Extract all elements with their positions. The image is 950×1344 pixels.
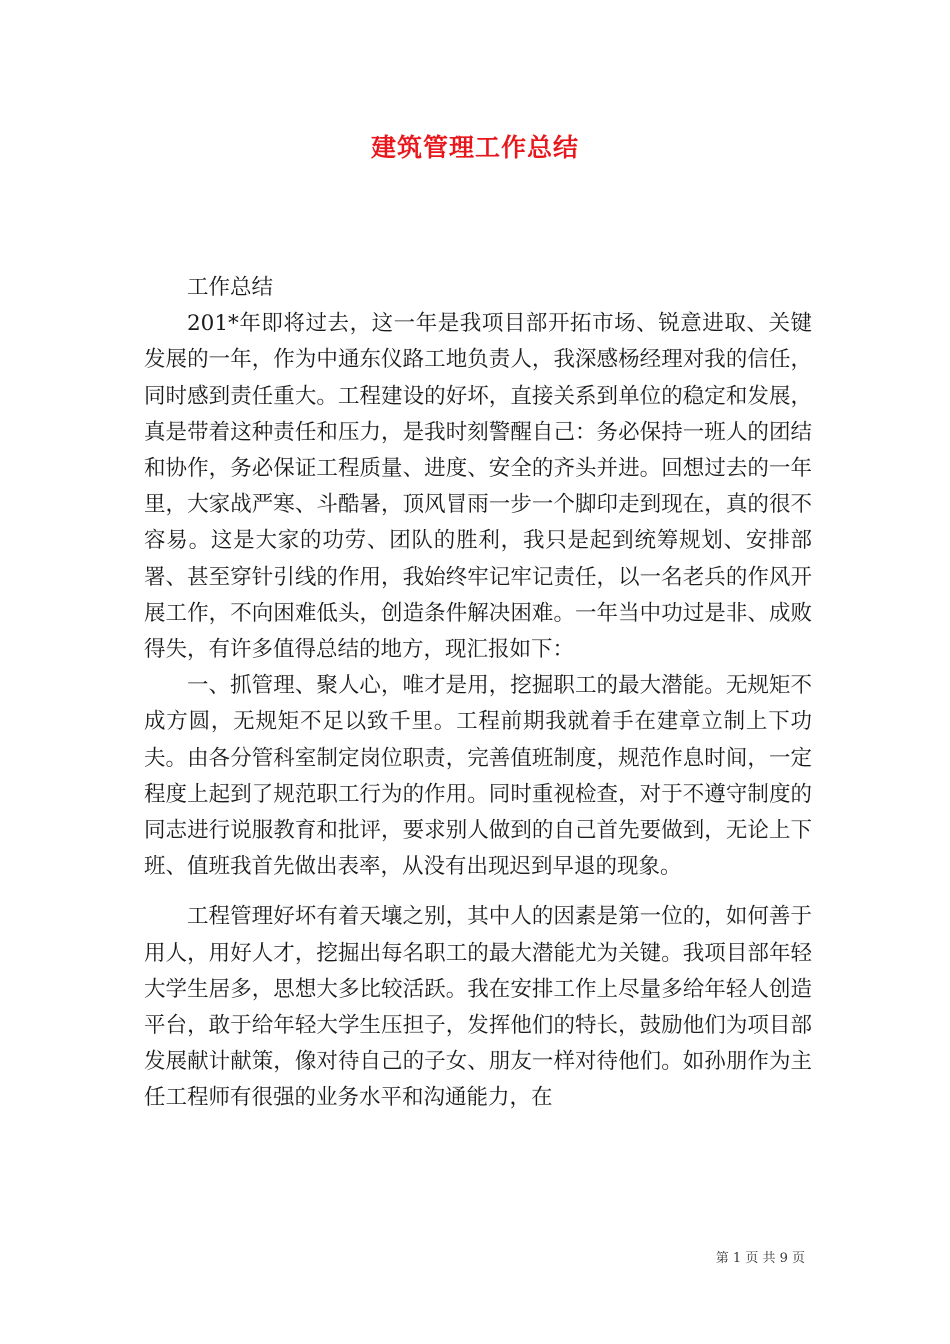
paragraph-intro: 201*年即将过去，这一年是我项目部开拓市场、锐意进取、关键发展的一年，作为中通东仪路工地负责人，我深感杨经理对我的信任，同时感到责任重大。工程建设的好坏，直接关系到单位的稳定和发展，真是带着这种责任和压力，是我时刻警醒自己：务必保持一班人的团结和协作，务必保证工程质量、进度、安全的齐头并进。回想过去的一年里，大家战严寒、斗酷暑，顶风冒雨一步一个脚印走到现在，真的很不容易。这是大家的功劳、团队的胜利，我只是起到统筹规划、安排部署、甚至穿针引线的作用，我始终牢记牢记责任，以一名老兵的作风开展工作，不向困难低头，创造条件解决困难。一年当中功过是非、成败得失，有许多值得总结的地方，现汇报如下：	[144, 311, 812, 663]
paragraph-talent: 工程管理好坏有着天壤之别，其中人的因素是第一位的，如何善于用人，用好人才，挖掘出每名职工的最大潜能尤为关键。我项目部年轻大学生居多，思想大多比较活跃。我在安排工作上尽量多给年轻人创造平台，敢于给年轻大学生压担子，发挥他们的特长，鼓励他们为项目部发展献计献策，像对待自己的子女、朋友一样对待他们。如孙朋作为主任工程师有很强的业务水平和沟通能力，在	[144, 904, 812, 1111]
paragraph-management: 一、抓管理、聚人心，唯才是用，挖掘职工的最大潜能。无规矩不成方圆，无规矩不足以致千里。工程前期我就着手在建章立制上下功夫。由各分管科室制定岗位职责，完善值班制度，规范作息时间，一定程度上起到了规范职工行为的作用。同时重视检查，对于不遵守制度的同志进行说服教育和批评，要求别人做到的自己首先要做到，无论上下班、值班我首先做出表率，从没有出现迟到早退的现象。	[144, 673, 812, 880]
document-title: 建筑管理工作总结	[370, 133, 579, 162]
section-heading: 工作总结	[187, 275, 274, 300]
document-body	[144, 270, 812, 1117]
page-number: 第 1 页 共 9 页	[715, 1251, 805, 1266]
